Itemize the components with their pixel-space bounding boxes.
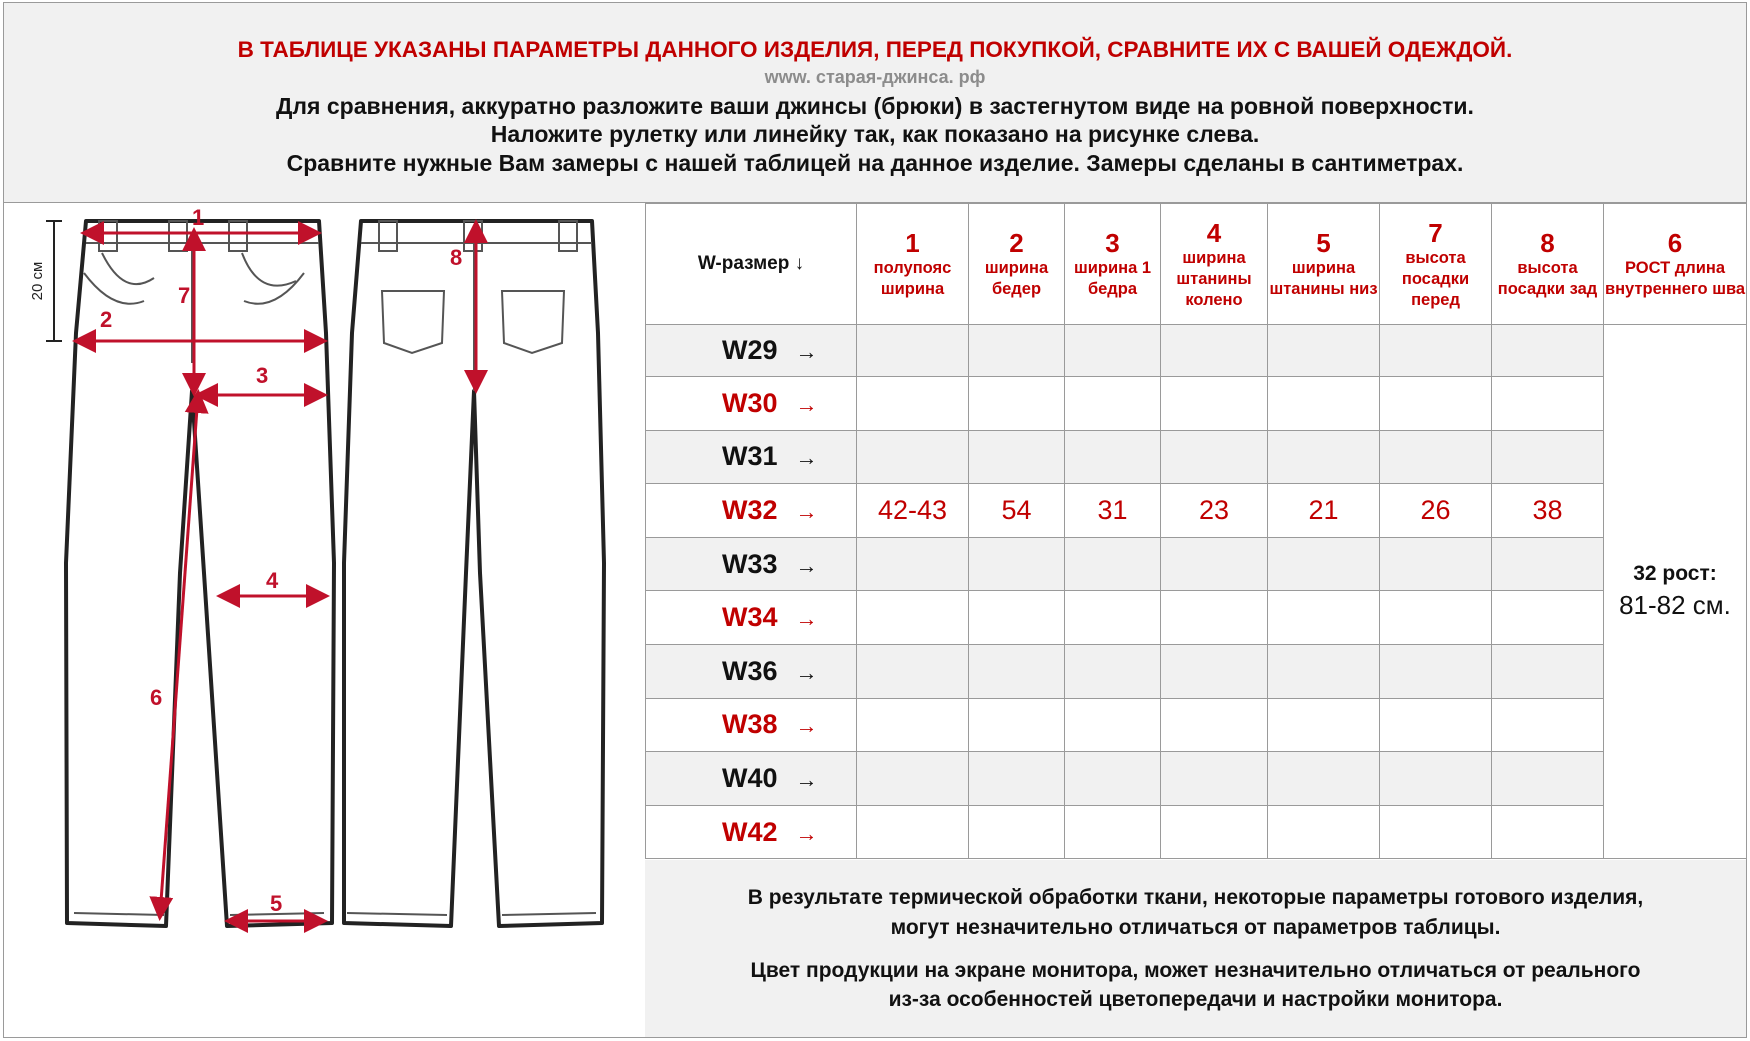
height-label: 20 см bbox=[29, 261, 46, 301]
jeans-measurement-drawing bbox=[4, 203, 644, 1037]
arrow-right-icon: → bbox=[795, 339, 818, 364]
marker-6: 6 bbox=[150, 685, 163, 710]
table-header-row bbox=[646, 204, 1747, 325]
table-cell bbox=[1492, 430, 1604, 484]
column-header: 3 ширина 1 бедра bbox=[1065, 204, 1161, 325]
table-row bbox=[646, 430, 1747, 484]
table-cell bbox=[969, 752, 1065, 806]
marker-1: 1 bbox=[192, 205, 205, 230]
table-cell bbox=[969, 698, 1065, 752]
table-cell bbox=[1161, 591, 1268, 645]
arrow-right-icon: → bbox=[795, 498, 818, 524]
table-row bbox=[646, 644, 1747, 698]
table-cell bbox=[1161, 377, 1268, 431]
table-cell bbox=[857, 430, 969, 484]
table-row bbox=[646, 752, 1747, 806]
table-cell: 31 bbox=[1065, 484, 1161, 538]
table-cell bbox=[1161, 537, 1268, 591]
arrow-right-icon: → bbox=[795, 659, 818, 685]
table-cell bbox=[1380, 644, 1492, 698]
table-cell bbox=[857, 377, 969, 431]
header-panel bbox=[4, 3, 1746, 203]
arrow-right-icon: → bbox=[795, 552, 818, 578]
table-row bbox=[646, 537, 1747, 591]
size-text: W29 bbox=[722, 335, 778, 365]
size-text: W34 bbox=[722, 602, 778, 633]
table-cell bbox=[1065, 377, 1161, 431]
marker-5: 5 bbox=[270, 891, 283, 916]
header-title: В ТАБЛИЦЕ УКАЗАНЫ ПАРАМЕТРЫ ДАННОГО ИЗДЕЛИЯ, ПЕРЕД ПОКУПКОЙ, СРАВНИТЕ ИХ С ВАШЕЙ ОДЕЖДОЙ. bbox=[237, 37, 1513, 62]
marker-8: 8 bbox=[450, 245, 463, 270]
size-label bbox=[646, 325, 857, 377]
table-cell bbox=[1161, 698, 1268, 752]
table-cell bbox=[969, 537, 1065, 591]
arrow-right-icon: → bbox=[795, 766, 818, 792]
table-cell bbox=[1065, 325, 1161, 377]
table-cell bbox=[857, 752, 969, 806]
table-cell bbox=[1065, 698, 1161, 752]
table-cell bbox=[1380, 591, 1492, 645]
table-cell: 26 bbox=[1380, 484, 1492, 538]
table-row bbox=[646, 698, 1747, 752]
table-cell bbox=[1492, 537, 1604, 591]
table-cell bbox=[1380, 377, 1492, 431]
table-row bbox=[646, 484, 1747, 538]
column-header: 5 ширина штанины низ bbox=[1268, 204, 1380, 325]
header-line-1: Для сравнения, аккуратно разложите ваши джинсы (брюки) в застегнутом виде на ровной поверхности. bbox=[276, 93, 1474, 119]
table-cell bbox=[857, 644, 969, 698]
table-cell bbox=[1492, 377, 1604, 431]
table-cell bbox=[1065, 430, 1161, 484]
table-cell: 21 bbox=[1268, 484, 1380, 538]
table-cell bbox=[1492, 325, 1604, 377]
table-cell bbox=[969, 644, 1065, 698]
table-cell bbox=[1492, 591, 1604, 645]
rost-cell bbox=[1604, 325, 1747, 859]
table-cell bbox=[1492, 805, 1604, 859]
footer-line-1: В результате термической обработки ткани, некоторые параметры готового изделия, bbox=[747, 886, 1644, 909]
size-text: W42 bbox=[722, 816, 778, 847]
table-cell bbox=[1492, 698, 1604, 752]
table-cell: 42-43 bbox=[857, 484, 969, 538]
footer-note bbox=[645, 860, 1746, 1037]
arrow-right-icon: → bbox=[795, 391, 818, 417]
size-text: W38 bbox=[722, 709, 778, 740]
size-text: W31 bbox=[722, 441, 778, 472]
table-cell bbox=[1161, 325, 1268, 377]
table-row bbox=[646, 805, 1747, 859]
column-header: 2 ширина бедер bbox=[969, 204, 1065, 325]
marker-4: 4 bbox=[266, 568, 279, 593]
table-cell bbox=[1161, 644, 1268, 698]
table-cell bbox=[1268, 698, 1380, 752]
table-cell bbox=[1380, 752, 1492, 806]
size-text: W33 bbox=[722, 548, 778, 579]
column-header: 8 высота посадки зад bbox=[1492, 204, 1604, 325]
table-cell bbox=[1161, 805, 1268, 859]
table-cell bbox=[1065, 752, 1161, 806]
table-cell bbox=[1268, 377, 1380, 431]
table-cell bbox=[1268, 644, 1380, 698]
table-row bbox=[646, 591, 1747, 645]
table-cell bbox=[857, 591, 969, 645]
table-cell bbox=[857, 537, 969, 591]
header-line-3: Сравните нужные Вам замеры с нашей таблицей на данное изделие. Замеры сделаны в сантиметрах. bbox=[286, 150, 1464, 176]
arrow-right-icon: → bbox=[795, 606, 818, 632]
table-cell bbox=[1161, 430, 1268, 484]
table-cell bbox=[1380, 805, 1492, 859]
size-label bbox=[646, 644, 857, 698]
table-cell bbox=[1065, 805, 1161, 859]
rost-label: 32 рост: bbox=[1633, 562, 1717, 586]
table-cell bbox=[1065, 537, 1161, 591]
size-label bbox=[646, 537, 857, 591]
size-column-header: W-размер ↓ bbox=[646, 204, 857, 325]
table-cell bbox=[969, 591, 1065, 645]
table-cell: 38 bbox=[1492, 484, 1604, 538]
size-text: W32 bbox=[722, 494, 778, 525]
arrow-right-icon: → bbox=[795, 445, 818, 471]
arrow-right-icon: → bbox=[795, 820, 818, 846]
size-table bbox=[645, 203, 1747, 859]
table-cell bbox=[1268, 805, 1380, 859]
marker-7: 7 bbox=[178, 283, 191, 308]
table-cell bbox=[969, 377, 1065, 431]
table-cell bbox=[1268, 325, 1380, 377]
column-header: 6 РОСТ длина внутреннего шва bbox=[1604, 204, 1747, 325]
header-line-2: Наложите рулетку или линейку так, как показано на рисунке слева. bbox=[490, 121, 1260, 147]
table-cell bbox=[1492, 644, 1604, 698]
table-cell bbox=[857, 698, 969, 752]
size-label bbox=[646, 752, 857, 806]
table-cell bbox=[1492, 752, 1604, 806]
table-cell bbox=[1065, 644, 1161, 698]
table-cell bbox=[1380, 325, 1492, 377]
table-cell bbox=[1268, 430, 1380, 484]
table-cell bbox=[857, 325, 969, 377]
table-cell bbox=[969, 430, 1065, 484]
table-cell bbox=[969, 805, 1065, 859]
size-text: W30 bbox=[722, 387, 778, 418]
footer-line-4: из-за особенностей цветопередачи и настройки монитора. bbox=[888, 988, 1503, 1011]
column-header: 4 ширина штанины колено bbox=[1161, 204, 1268, 325]
table-cell bbox=[1380, 698, 1492, 752]
table-row bbox=[646, 377, 1747, 431]
size-label bbox=[646, 377, 857, 431]
column-header: 1 полупояс ширина bbox=[857, 204, 969, 325]
table-cell bbox=[1268, 537, 1380, 591]
arrow-right-icon: → bbox=[795, 713, 818, 739]
table-cell bbox=[1380, 537, 1492, 591]
footer-line-3: Цвет продукции на экране монитора, может незначительно отличаться от реального bbox=[750, 959, 1641, 982]
size-label bbox=[646, 430, 857, 484]
size-label bbox=[646, 484, 857, 538]
table-cell bbox=[857, 805, 969, 859]
size-text: W40 bbox=[722, 762, 778, 793]
table-cell: 23 bbox=[1161, 484, 1268, 538]
marker-2: 2 bbox=[100, 307, 113, 332]
rost-value: 81-82 см. bbox=[1619, 590, 1731, 621]
table-cell bbox=[1268, 591, 1380, 645]
size-label bbox=[646, 805, 857, 859]
marker-3: 3 bbox=[256, 363, 269, 388]
header-site: www. старая-джинса. рф bbox=[764, 67, 986, 87]
table-cell: 54 bbox=[969, 484, 1065, 538]
size-label bbox=[646, 591, 857, 645]
table-cell bbox=[969, 325, 1065, 377]
table-row bbox=[646, 325, 1747, 377]
table-cell bbox=[1268, 752, 1380, 806]
size-label bbox=[646, 698, 857, 752]
column-header: 7 высота посадки перед bbox=[1380, 204, 1492, 325]
table-cell bbox=[1065, 591, 1161, 645]
table-cell bbox=[1161, 752, 1268, 806]
footer-line-2: могут незначительно отличаться от параметров таблицы. bbox=[890, 916, 1501, 939]
size-text: W36 bbox=[722, 655, 778, 686]
table-cell bbox=[1380, 430, 1492, 484]
